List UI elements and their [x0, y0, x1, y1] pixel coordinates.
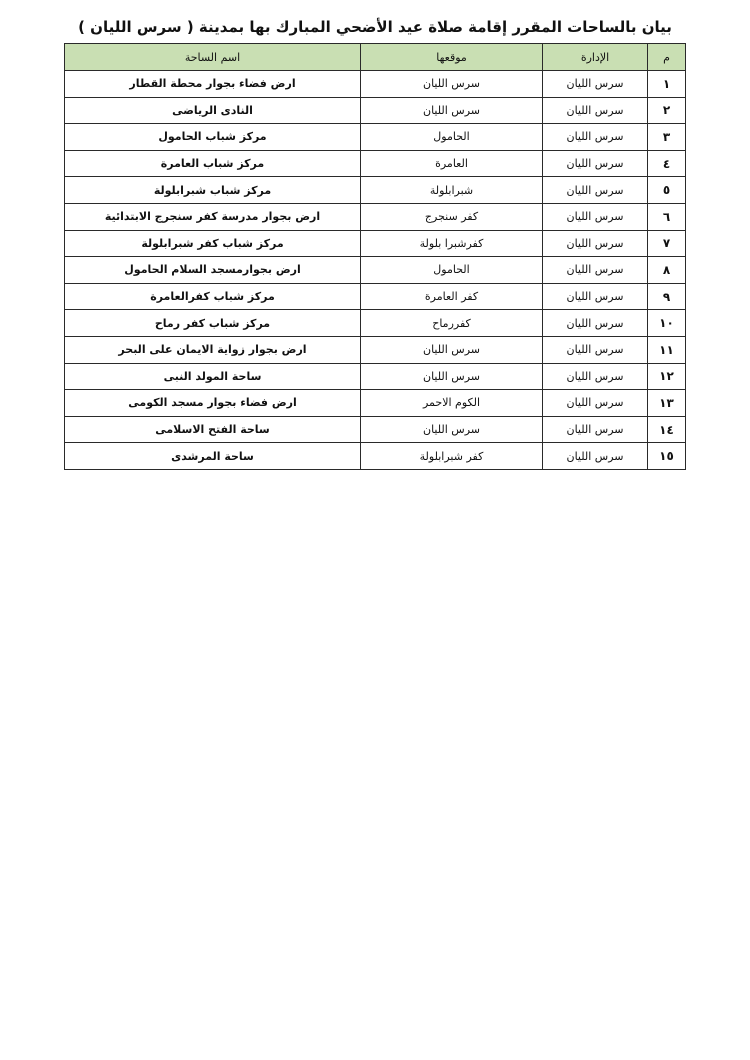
row-number: ١١ — [648, 336, 686, 363]
row-ground-name: مركز شباب كفرالعامرة — [65, 283, 361, 310]
row-location: العامرة — [361, 150, 543, 177]
row-location: الحامول — [361, 257, 543, 284]
table-row — [65, 310, 686, 337]
row-ground-name: مركز شباب العامرة — [65, 150, 361, 177]
row-number: ٦ — [648, 203, 686, 230]
row-number: ٧ — [648, 230, 686, 257]
row-administration: سرس الليان — [543, 310, 648, 337]
table-row — [65, 336, 686, 363]
table-row — [65, 416, 686, 443]
row-location: سرس الليان — [361, 336, 543, 363]
row-location: كفر سنجرج — [361, 203, 543, 230]
header-number: م — [648, 44, 686, 71]
table-row — [65, 230, 686, 257]
row-ground-name: ساحة المولد النبى — [65, 363, 361, 390]
table-row — [65, 363, 686, 390]
row-location: سرس الليان — [361, 363, 543, 390]
row-ground-name: مركز شباب كفر رماح — [65, 310, 361, 337]
header-ground-name: اسم الساحة — [65, 44, 361, 71]
row-location: الكوم الاحمر — [361, 390, 543, 417]
table-row — [65, 390, 686, 417]
table-row — [65, 203, 686, 230]
header-location: موقعها — [361, 44, 543, 71]
row-number: ١٣ — [648, 390, 686, 417]
row-ground-name: ساحة الفتح الاسلامى — [65, 416, 361, 443]
row-ground-name: ارض فضاء بجوار مسجد الكومى — [65, 390, 361, 417]
row-administration: سرس الليان — [543, 283, 648, 310]
table-header-row — [65, 44, 686, 71]
row-administration: سرس الليان — [543, 390, 648, 417]
row-administration: سرس الليان — [543, 177, 648, 204]
row-ground-name: مركز شباب الحامول — [65, 124, 361, 151]
row-ground-name: مركز شباب كفر شبرابلولة — [65, 230, 361, 257]
row-administration: سرس الليان — [543, 124, 648, 151]
table-row — [65, 124, 686, 151]
row-number: ١٠ — [648, 310, 686, 337]
row-number: ٣ — [648, 124, 686, 151]
row-administration: سرس الليان — [543, 203, 648, 230]
row-location: الحامول — [361, 124, 543, 151]
row-location: كفر شبرابلولة — [361, 443, 543, 470]
row-ground-name: ارض بجوار مدرسة كفر سنجرج الابتدائية — [65, 203, 361, 230]
row-ground-name: مركز شباب شبرابلولة — [65, 177, 361, 204]
row-number: ١ — [648, 71, 686, 98]
row-administration: سرس الليان — [543, 71, 648, 98]
row-ground-name: النادى الرياضى — [65, 97, 361, 124]
row-location: شبرابلولة — [361, 177, 543, 204]
row-location: كفرشبرا بلولة — [361, 230, 543, 257]
row-administration: سرس الليان — [543, 257, 648, 284]
table-row — [65, 97, 686, 124]
row-number: ٨ — [648, 257, 686, 284]
row-location: كفر العامرة — [361, 283, 543, 310]
row-number: ١٤ — [648, 416, 686, 443]
prayer-grounds-table — [64, 43, 686, 470]
table-row — [65, 443, 686, 470]
table-row — [65, 177, 686, 204]
row-administration: سرس الليان — [543, 443, 648, 470]
page-title: بيان بالساحات المقرر إقامة صلاة عيد الأضحي المبارك بها بمدينة ( سرس الليان ) — [78, 18, 672, 36]
row-location: سرس الليان — [361, 416, 543, 443]
row-number: ٢ — [648, 97, 686, 124]
row-administration: سرس الليان — [543, 336, 648, 363]
table-row — [65, 283, 686, 310]
row-location: كفررماح — [361, 310, 543, 337]
row-number: ١٥ — [648, 443, 686, 470]
row-location: سرس الليان — [361, 71, 543, 98]
header-administration: الإدارة — [543, 44, 648, 71]
row-number: ٩ — [648, 283, 686, 310]
row-ground-name: ارض بجوارمسجد السلام الحامول — [65, 257, 361, 284]
row-administration: سرس الليان — [543, 416, 648, 443]
row-number: ٤ — [648, 150, 686, 177]
row-number: ٥ — [648, 177, 686, 204]
row-administration: سرس الليان — [543, 363, 648, 390]
table-row — [65, 71, 686, 98]
row-administration: سرس الليان — [543, 97, 648, 124]
row-ground-name: ارض بجوار زواية الايمان على البحر — [65, 336, 361, 363]
prayer-grounds-table-container — [64, 43, 686, 470]
row-number: ١٢ — [648, 363, 686, 390]
row-administration: سرس الليان — [543, 230, 648, 257]
row-location: سرس الليان — [361, 97, 543, 124]
row-ground-name: ساحة المرشدى — [65, 443, 361, 470]
table-row — [65, 257, 686, 284]
row-administration: سرس الليان — [543, 150, 648, 177]
table-row — [65, 150, 686, 177]
row-ground-name: ارض فضاء بجوار محطة القطار — [65, 71, 361, 98]
